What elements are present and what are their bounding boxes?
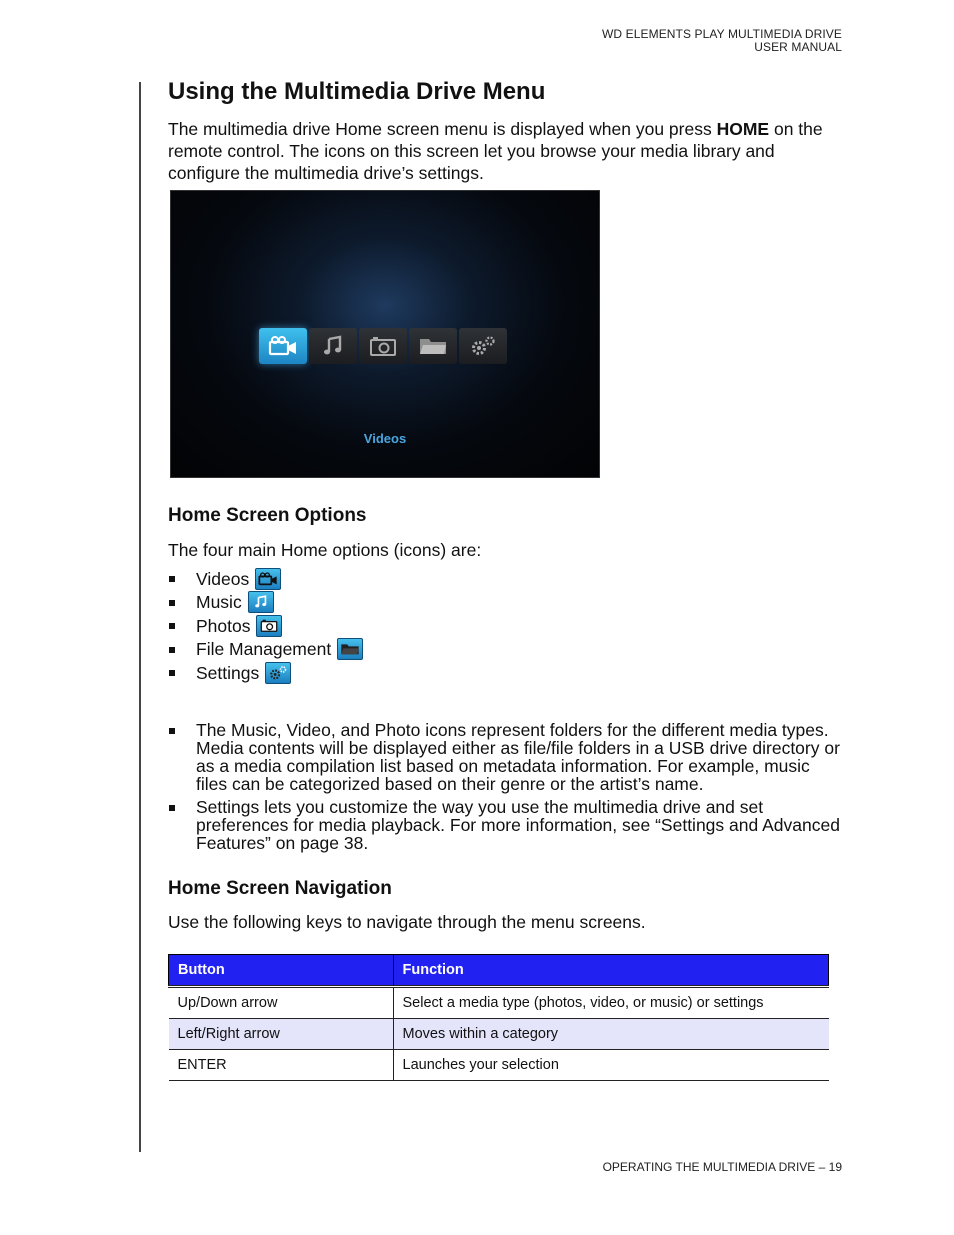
camera-icon (359, 328, 407, 364)
table-row (169, 986, 829, 1018)
list-item (168, 614, 840, 638)
list-item (168, 567, 840, 591)
margin-rule (139, 82, 141, 1152)
table-cell: Moves within a category (393, 1018, 829, 1049)
page-content (168, 76, 840, 1081)
header-doc-type: USER MANUAL (754, 40, 842, 54)
table-row (169, 1049, 829, 1080)
page-number: 19 (828, 1160, 842, 1174)
home-options-list (168, 567, 840, 685)
section-heading-home-options: Home Screen Options (168, 505, 367, 526)
page-title: Using the Multimedia Drive Menu (168, 78, 546, 105)
section-heading-home-navigation: Home Screen Navigation (168, 877, 392, 899)
home-screen-screenshot (170, 190, 600, 478)
list-item: Settings lets you customize the way you use the multimedia drive and set preferences for media playback. For more information, see “Settings and Advanced Features” on page 38. (168, 798, 840, 852)
gears-icon (265, 662, 291, 684)
table-cell: Left/Right arrow (169, 1018, 394, 1049)
intro-home-key: HOME (716, 119, 770, 139)
option-label-file-management: File Management (196, 639, 332, 660)
home-navigation-lead: Use the following keys to navigate through the menu screens. (168, 911, 646, 932)
list-item (168, 591, 840, 615)
option-label-settings: Settings (196, 662, 260, 683)
footer-section-title: OPERATING THE MULTIMEDIA DRIVE (602, 1160, 816, 1174)
navigation-keys-table (168, 954, 829, 1081)
intro-text-before: The multimedia drive Home screen menu is displayed when you press (168, 119, 717, 139)
gears-icon (459, 328, 507, 364)
running-header (602, 28, 842, 54)
home-options-notes (168, 721, 840, 852)
home-screen-icon-bar (259, 328, 507, 364)
intro-paragraph (168, 118, 840, 184)
header-product: WD ELEMENTS PLAY MULTIMEDIA DRIVE (601, 27, 842, 41)
table-cell: ENTER (169, 1049, 394, 1080)
table-cell: Up/Down arrow (169, 986, 394, 1018)
page-footer (603, 1160, 842, 1174)
table-cell: Select a media type (photos, video, or music) or settings (393, 986, 829, 1018)
table-cell: Launches your selection (393, 1049, 829, 1080)
table-row (169, 1018, 829, 1049)
list-item: The Music, Video, and Photo icons represent folders for the different media types. Media contents will be displayed either as file/file folders in a USB drive directory or as a media compilation list based on metadata information. For example, music files can be categorized based on their genre or the artist’s name. (168, 721, 840, 793)
camera-icon (256, 615, 282, 637)
intro-text-after: on the remote control. The icons on this screen let you browse your media library and configure the multimedia drive’s settings. (168, 119, 823, 183)
home-options-lead: The four main Home options (icons) are: (168, 540, 482, 560)
option-label-music: Music (196, 592, 242, 613)
column-header-button: Button (169, 954, 394, 986)
option-label-photos: Photos (196, 615, 251, 636)
list-item (168, 661, 840, 685)
music-note-icon (248, 591, 274, 613)
column-header-function: Function (393, 954, 829, 986)
video-camera-icon (259, 328, 307, 364)
option-label-videos: Videos (196, 568, 250, 589)
video-camera-icon (255, 568, 281, 590)
music-note-icon (309, 328, 357, 364)
footer-separator: – (815, 1160, 829, 1174)
home-screen-selected-label: Videos (363, 431, 407, 446)
table-header-row (169, 954, 829, 986)
list-item (168, 638, 840, 662)
folder-icon (409, 328, 457, 364)
folder-icon (337, 638, 363, 660)
